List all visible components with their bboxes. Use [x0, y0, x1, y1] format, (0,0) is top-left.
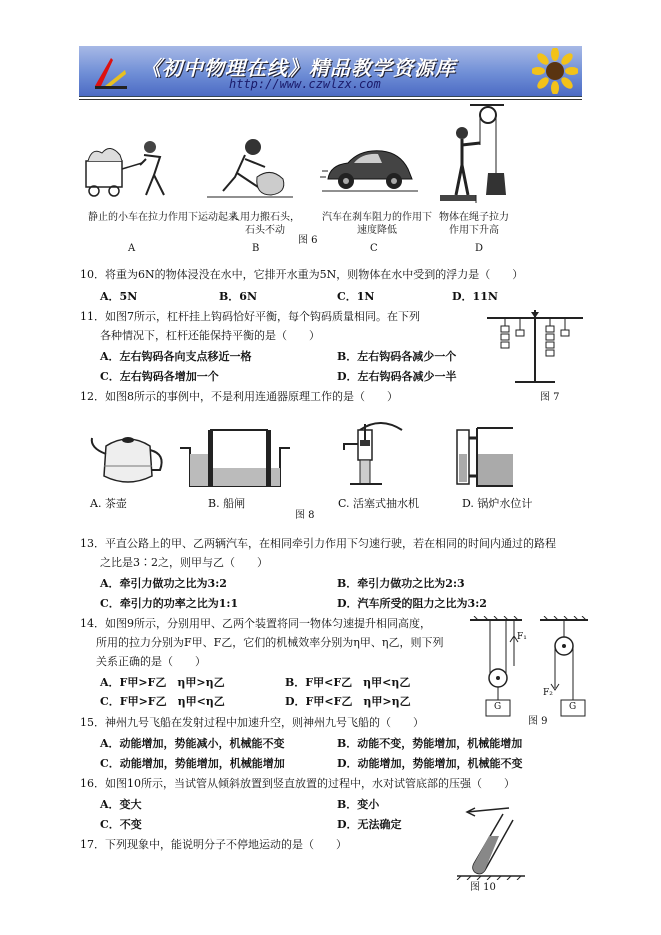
teapot-drawing — [88, 426, 168, 488]
figure-9-g-left: G — [494, 702, 502, 712]
q11-stem-line-1: 11．如图7所示，杠杆挂上钩码恰好平衡，每个钩码质量相同。在下列 — [80, 310, 420, 323]
figure-8 — [80, 420, 533, 525]
q16-option-c: C．不变 — [100, 818, 142, 831]
piston-pump-drawing — [330, 420, 410, 490]
figure-7-lever-drawing — [485, 304, 585, 386]
header-rule — [79, 99, 582, 100]
figure-9-g-right: G — [569, 702, 577, 712]
figure-10-test-tube-drawing — [455, 800, 530, 880]
q13-stem-line-2: 之比是3∶2之，则甲与乙（ ） — [100, 556, 268, 569]
q15-option-c: C．动能增加，势能增加，机械能增加 — [100, 757, 285, 770]
q10-stem: 10．将重为6N的物体浸没在水中，它排开水重为5N，则物体在水中受到的浮力是（ ） — [80, 268, 524, 281]
q13-option-b: B．牵引力做功之比为2:3 — [337, 577, 465, 590]
figure-9-f2: F₂ — [543, 688, 553, 698]
q16-stem: 16．如图10所示，当试管从倾斜放置到竖直放置的过程中，水对试管底部的压强（ ） — [80, 777, 515, 790]
site-logo-icon — [91, 52, 131, 92]
figure-6-caption-b: 人用力搬石头，石头不动 — [230, 212, 300, 236]
figure-6-letter-d: D — [475, 243, 484, 254]
figure-6-letter-a: A — [128, 243, 136, 254]
q14-stem-line-2: 所用的拉力分别为F甲、F乙，它们的机械效率分别为η甲、η乙，则下列 — [96, 636, 444, 649]
q10-option-a: A．5N — [100, 290, 138, 303]
header-url[interactable]: http://www.czwlzx.com — [229, 77, 381, 91]
figure-6-letter-c: C — [370, 243, 378, 254]
figure-6-letter-b: B — [252, 243, 260, 254]
q14-option-a: A．F甲>F乙 η甲>η乙 — [100, 676, 225, 689]
q13-option-d: D．汽车所受的阻力之比为3:2 — [337, 597, 487, 610]
figure-9-label: 图 9 — [528, 716, 548, 727]
q11-option-c: C．左右钩码各增加一个 — [100, 370, 219, 383]
q10-option-d: D．11N — [452, 290, 498, 303]
figure-9-f1: F₁ — [517, 632, 527, 642]
figure-6-caption-d: 物体在绳子拉力作用下升高 — [439, 212, 509, 236]
figure-6-panel-a-drawing — [80, 133, 180, 203]
q11-option-d: D．左右钩码各减少一半 — [337, 370, 457, 383]
figure-6-panel-b-drawing — [205, 133, 295, 203]
figure-6-panel-c-drawing — [320, 141, 420, 201]
q13-option-c: C．牵引力的功率之比为1:1 — [100, 597, 239, 610]
figure-10-label: 图 10 — [470, 882, 496, 893]
figure-6 — [80, 103, 510, 263]
q16-option-d: D．无法确定 — [337, 818, 402, 831]
q17-stem: 17．下列现象中，能说明分子不停地运动的是（ ） — [80, 838, 347, 851]
q14-stem-line-3: 关系正确的是（ ） — [96, 655, 206, 668]
sunflower-icon — [532, 48, 578, 94]
header-banner — [79, 46, 582, 97]
figure-6-panel-d-drawing — [440, 103, 510, 203]
q14-option-b: B．F甲<F乙 η甲<η乙 — [285, 676, 411, 689]
q14-option-d: D．F甲<F乙 η甲>η乙 — [285, 695, 411, 708]
q15-stem: 15．神州九号飞船在发射过程中加速升空，则神州九号飞船的（ ） — [80, 716, 424, 729]
q13-option-a: A．牵引力做功之比为3:2 — [100, 577, 227, 590]
q16-option-a: A．变大 — [100, 798, 142, 811]
figure-8-caption-a: A. 茶壶 — [90, 497, 127, 510]
figure-7-label: 图 7 — [540, 392, 560, 403]
q15-option-b: B．动能不变，势能增加，机械能增加 — [337, 737, 523, 750]
figure-8-caption-d: D. 锅炉水位计 — [462, 497, 533, 510]
figure-8-label: 图 8 — [295, 510, 315, 521]
q15-option-d: D．动能增加，势能增加，机械能不变 — [337, 757, 523, 770]
header-title: 《初中物理在线》精品教学资源库 — [141, 56, 456, 80]
q11-option-b: B．左右钩码各减少一个 — [337, 350, 457, 363]
q16-option-b: B．变小 — [337, 798, 380, 811]
figure-8-caption-b: B. 船闸 — [208, 497, 246, 510]
q14-option-c: C．F甲>F乙 η甲<η乙 — [100, 695, 225, 708]
q14-stem-line-1: 14．如图9所示，分别用甲、乙两个装置将同一物体匀速提升相同高度， — [80, 617, 431, 630]
q11-stem-line-2: 各种情况下，杠杆还能保持平衡的是（ ） — [100, 329, 320, 342]
q10-option-c: C．1N — [337, 290, 375, 303]
q10-option-b: B．6N — [219, 290, 258, 303]
q15-option-a: A．动能增加，势能减小，机械能不变 — [100, 737, 285, 750]
q12-stem: 12．如图8所示的事例中，不是利用连通器原理工作的是（ ） — [80, 390, 398, 403]
figure-6-caption-a: 静止的小车在拉力作用下运动起来 — [88, 212, 238, 223]
figure-6-caption-c: 汽车在刹车阻力的作用下速度降低 — [322, 212, 432, 236]
figure-8-caption-c: C. 活塞式抽水机 — [338, 497, 420, 510]
figure-6-label: 图 6 — [298, 235, 318, 246]
q11-option-a: A．左右钩码各向支点移近一格 — [100, 350, 252, 363]
ship-lock-drawing — [180, 424, 290, 490]
boiler-gauge-drawing — [455, 424, 515, 490]
q13-stem-line-1: 13．平直公路上的甲、乙两辆汽车，在相同牵引力作用下匀速行驶，若在相同的时间内通过的路程 — [80, 537, 556, 550]
